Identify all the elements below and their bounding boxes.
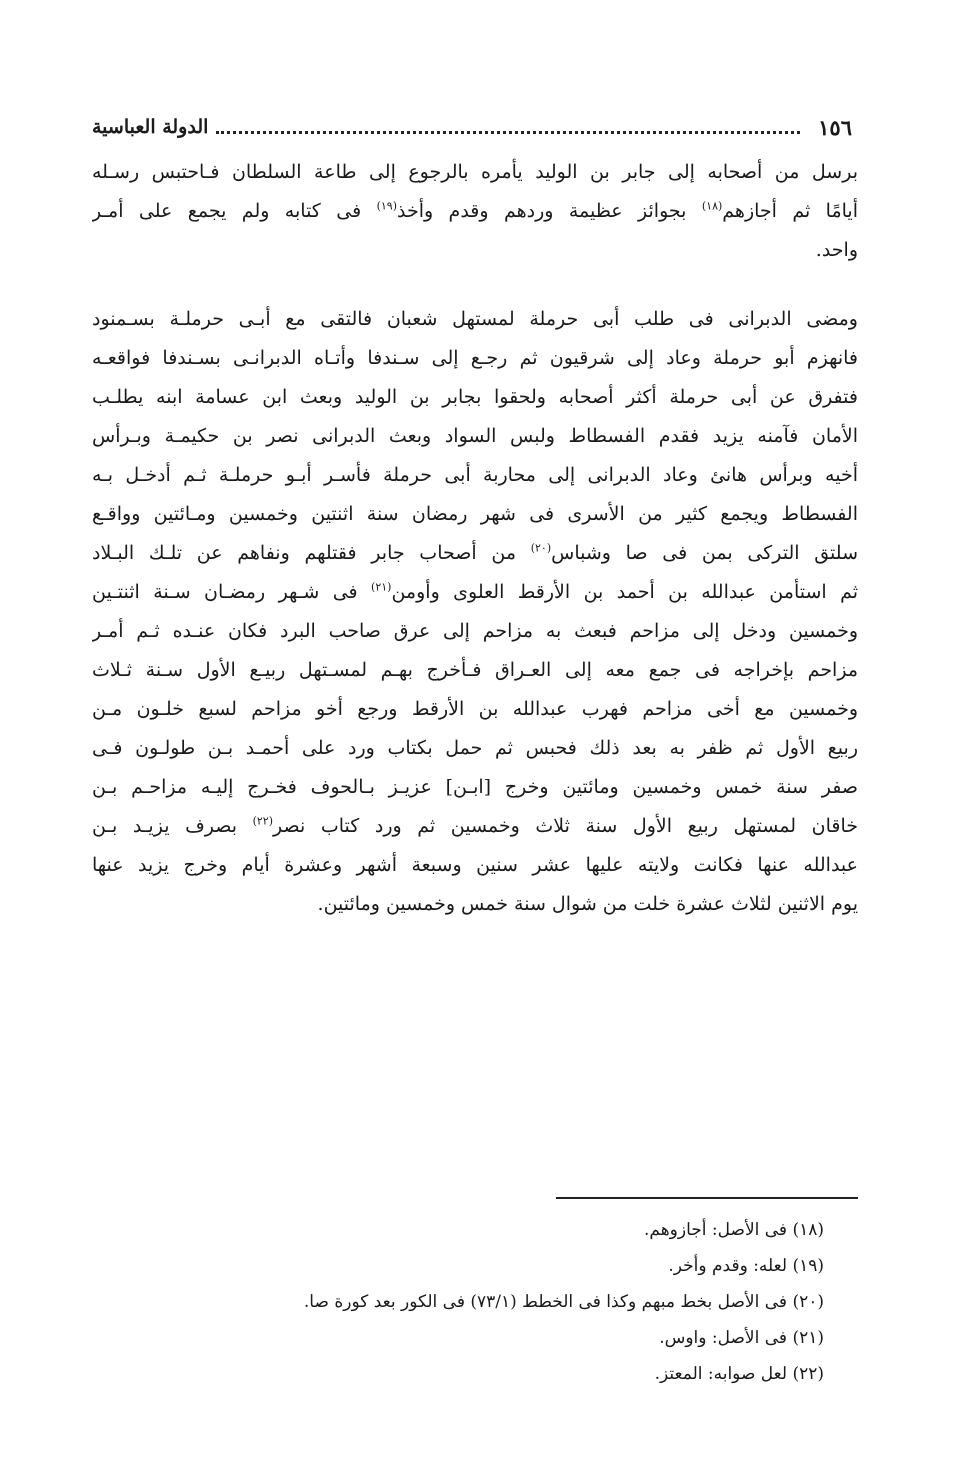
- footnote: (١٩) لعله: وقدم وأخر.: [668, 1256, 824, 1276]
- paragraph-1: [92, 153, 858, 270]
- text-line: ربيع الأول ثم ظفر به بعد ذلك فحبس ثم حمل بكتاب ورد على أحمـد بـن طولـون فـى: [92, 737, 858, 759]
- text-line: برسل من أصحابه إلى جابر بن الوليد يأمره بالرجوع إلى طاعة السلطان فـاحتبس رسـله: [92, 161, 858, 183]
- text-segment: سلتق التركى بمن فى صا وشباس: [551, 542, 858, 564]
- paragraph-2: [92, 300, 858, 924]
- page-number: ١٥٦: [818, 114, 852, 140]
- footnotes: [124, 1212, 824, 1392]
- text-line: [92, 573, 858, 612]
- text-line: فتفرق عن أبى حرملة أكثر أصحابه ولحقوا بجابر بن الوليد وبعث ابن عسامة ابنه يطلـب: [92, 386, 858, 408]
- text-line: [92, 192, 858, 231]
- text-line: صفر سنة خمس وخمسين ومائتين وخرج [ابـن] عزيـز بـالحوف فخـرج إليـه مزاحـم بـن: [92, 776, 858, 798]
- header-dot-leader: [216, 121, 800, 134]
- running-title: الدولة العباسية: [92, 116, 209, 138]
- footnote-marker: (٢٠): [530, 541, 552, 555]
- footnote: (٢١) فى الأصل: واوس.: [659, 1328, 824, 1348]
- footnote-marker: (٢٢): [252, 814, 274, 828]
- text-segment: فى كتابه ولم يجمع على أمـر: [92, 200, 377, 222]
- footnote-marker: (١٩): [376, 199, 397, 213]
- text-segment: ثم استأمن عبدالله بن أحمد بن الأرقط العلوى وأومن: [391, 581, 858, 603]
- text-segment: خاقان لمستهل ربيع الأول سنة ثلاث وخمسين ثم ورد كتاب نصر: [273, 815, 858, 837]
- footnote: (٢٢) لعل صوابه: المعتز.: [654, 1364, 824, 1384]
- text-line: واحد.: [815, 239, 858, 261]
- text-line: مزاحم بإخراجه فى جمع معه إلى العـراق فـأخرج بهـم لمسـتهل ربيـع الأول سـنة ثـلاث: [92, 659, 858, 681]
- text-line: [92, 807, 858, 846]
- text-line: الفسطاط ويجمع كثير من الأسرى فى شهر رمضان سنة اثنتين وخمسين ومـائتين وواقـع: [92, 503, 858, 525]
- text-segment: بجوائز عظيمة وردهم وقدم وأخذ: [396, 200, 702, 222]
- text-line: وخمسين مع أخى مزاحم فهرب عبدالله بن الأرقط ورجع أخو مزاحم لسبع خلـون مـن: [92, 698, 858, 720]
- text-line: عبدالله عنها فكانت ولايته عليها عشر سنين وسبعة أشهر وعشرة أيام وخرج يزيد عنها: [92, 854, 858, 876]
- text-line: ومضى الدبرانى فى طلب أبى حرملة لمستهل شعبان فالتقى مع أبـى حرملـة بسـمنود: [92, 308, 858, 330]
- text-segment: من أصحاب جابر فقتلهم ونفاهم عن تلـك البـلاد: [92, 542, 531, 564]
- text-line: فانهزم أبو حرملة وعاد إلى شرقيون ثم رجـع إلى سـندفا وأتـاه الدبرانـى بسـندفا فواقعـه: [92, 347, 858, 369]
- text-line: وخمسين ودخل إلى مزاحم فبعث به مزاحم إلى عرق صاحب البرد فكان عنـده ثـم أمـر: [92, 620, 858, 642]
- footnote-marker: (٢١): [371, 580, 392, 594]
- text-segment: أيامًا ثم أجازهم: [722, 200, 858, 222]
- text-segment: فى شـهر رمضـان سـنة اثنتـين: [92, 581, 372, 603]
- footnote-marker: (١٨): [701, 199, 723, 213]
- text-line: أخيه وبرأس هانئ وعاد الدبرانى إلى محاربة أبى حرملة فأسـر أبـو حرملـة ثـم أدخـل بـه: [92, 464, 858, 486]
- footnote-separator: [556, 1197, 858, 1199]
- text-line: يوم الاثنين لثلاث عشرة خلت من شوال سنة خمس وخمسين ومائتين.: [317, 893, 858, 915]
- text-segment: بصرف يزيـد بـن: [92, 815, 253, 837]
- page-header: [92, 112, 852, 142]
- footnote: (١٨) فى الأصل: أجازوهم.: [643, 1220, 824, 1240]
- text-line: [92, 534, 858, 573]
- text-line: الأمان فآمنه يزيد فقدم الفسطاط ولبس السواد وبعث الدبرانى نصر بن حكيمـة وبـرأس: [92, 425, 858, 447]
- footnote: (٢٠) فى الأصل بخط مبهم وكذا فى الخطط (٧٣/١) فى الكور بعد كورة صا.: [303, 1292, 824, 1312]
